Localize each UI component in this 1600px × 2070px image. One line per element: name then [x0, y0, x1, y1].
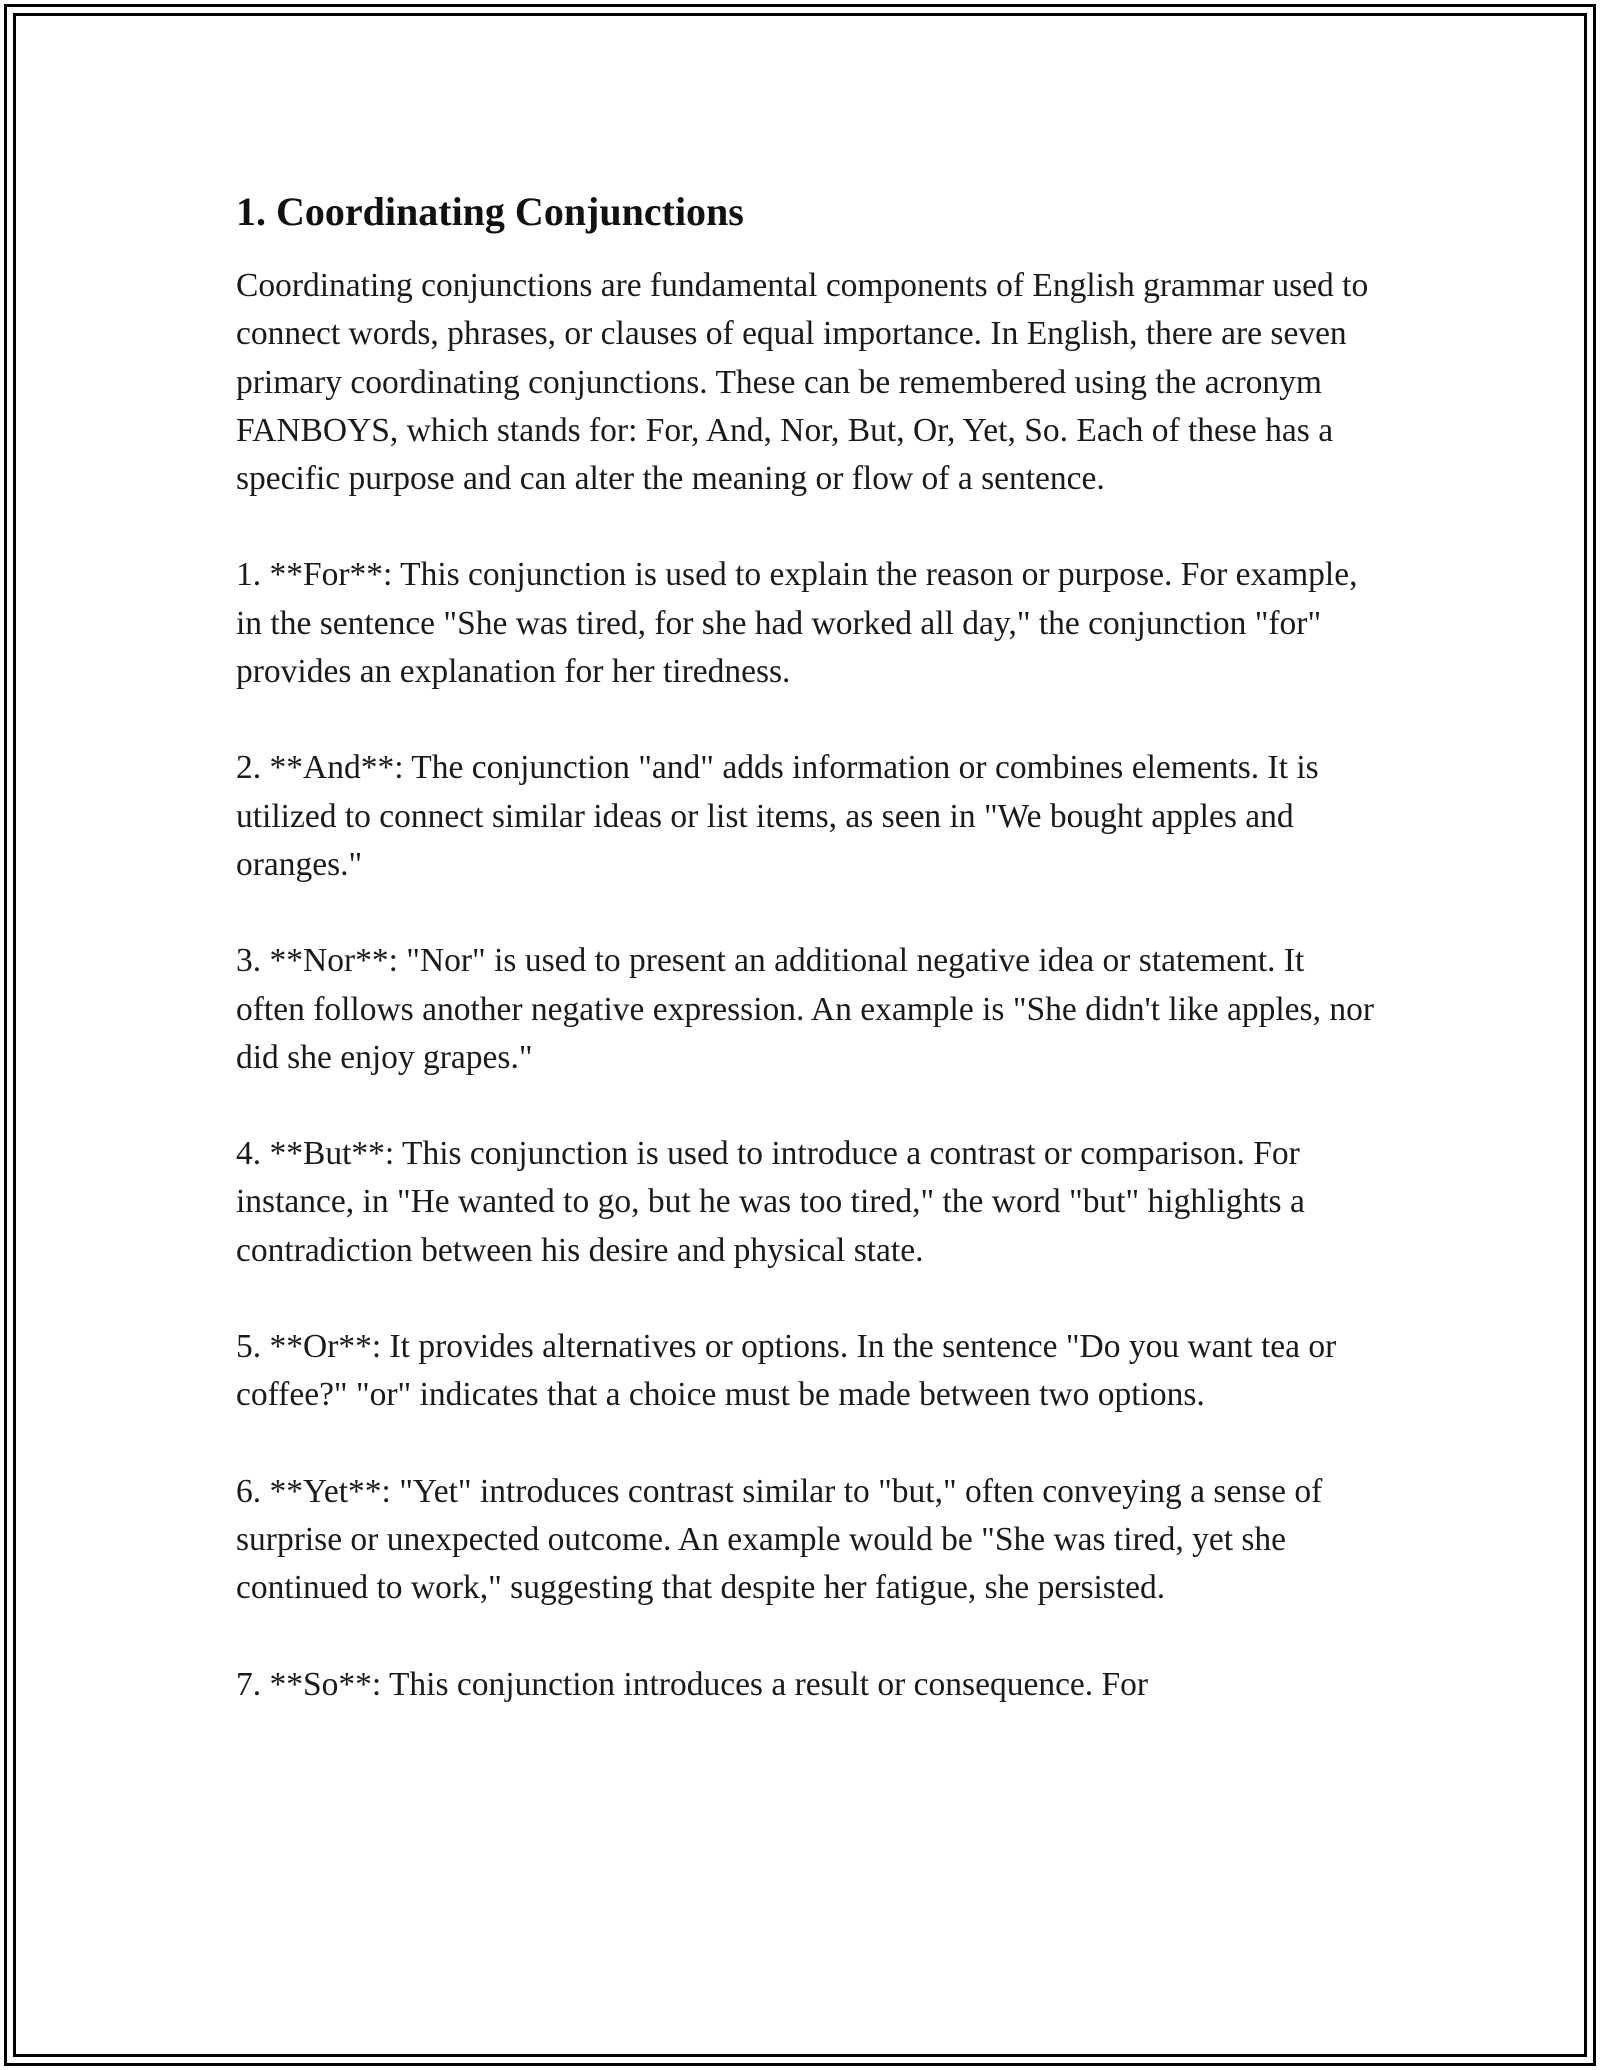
list-item-and: 2. **And**: The conjunction "and" adds information or combines elements. It is utilized to connect similar ideas or list items, as seen in "We bought apples and oranges." [236, 749, 1319, 883]
list-item-for: 1. **For**: This conjunction is used to explain the reason or purpose. For example, in the sentence "She was tired, for she had worked all day," the conjunction "for" provides an explanation for her tiredness. [236, 556, 1358, 691]
list-item-yet: 6. **Yet**: "Yet" introduces contrast similar to "but," often conveying a sense of surprise or unexpected outcome. An example would be "She was tired, yet she continued to work," suggesting that despite her fatigue, she persisted. [236, 1472, 1323, 1607]
section-heading: 1. Coordinating Conjunctions [236, 189, 744, 234]
list-item-nor: 3. **Nor**: "Nor" is used to present an additional negative idea or statement. It often follows another negative expression. An example is "She didn't like apples, nor did she enjoy grapes." [236, 942, 1374, 1076]
list-item-or: 5. **Or**: It provides alternatives or options. In the sentence "Do you want tea or coffee?" "or" indicates that a choice must be made between two options. [236, 1328, 1337, 1414]
list-item-but: 4. **But**: This conjunction is used to introduce a contrast or comparison. For instance, in "He wanted to go, but he was too tired," the word "but" highlights a contradiction between his desire and physical state. [236, 1135, 1305, 1269]
list-item-so: 7. **So**: This conjunction introduces a result or consequence. For [236, 1665, 1149, 1703]
document-body [236, 186, 1376, 1757]
intro-paragraph: Coordinating conjunctions are fundamental components of English grammar used to connect words, phrases, or clauses of equal importance. In English, there are seven primary coordinating conjunctions. These can be remembered using the acronym FANBOYS, which stands for: For, And, Nor, But, Or, Yet, So. Each of these has a specific purpose and can alter the meaning or flow of a sentence. [236, 267, 1369, 498]
